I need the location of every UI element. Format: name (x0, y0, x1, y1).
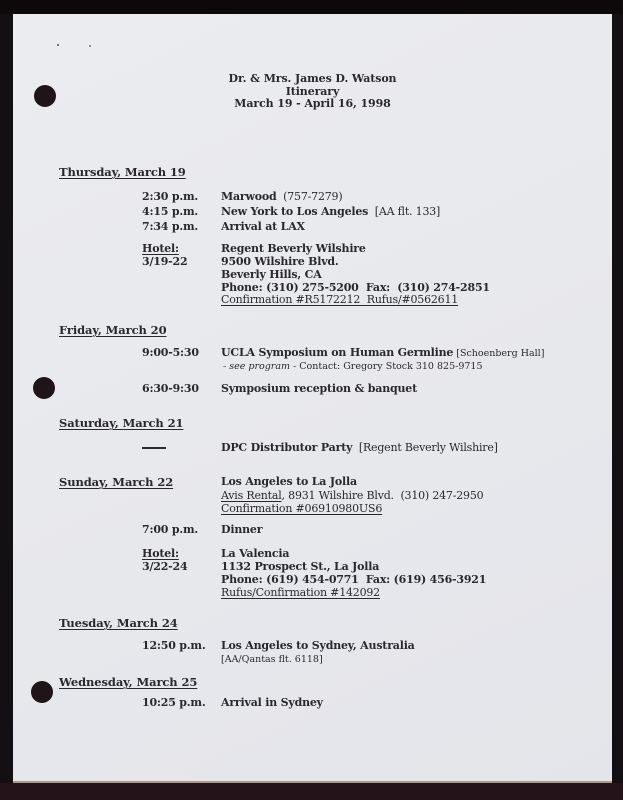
hotel-dates: 3/19-22 (142, 255, 188, 268)
event-time: 4:15 p.m. (142, 205, 199, 218)
event-time: 7:00 p.m. (142, 523, 199, 536)
event-description (221, 206, 440, 218)
hotel-phone-fax: Phone: (310) 275-5200 Fax: (310) 274-2851 (221, 281, 490, 294)
header-name: Dr. & Mrs. James D. Watson (228, 72, 397, 85)
flight-detail: [AA/Qantas flt. 6118] (221, 654, 323, 665)
day-header-wednesday: Wednesday, March 25 (59, 675, 198, 689)
itinerary-header (13, 73, 612, 111)
event-venue-text: [Regent Beverly Wilshire] (352, 441, 498, 454)
event-time: 12:50 p.m. (142, 639, 206, 652)
rental-address: , 8931 Wilshire Blvd. (310) 247-2950 (281, 489, 484, 502)
hotel-confirmation: Rufus/Confirmation #142092 (221, 586, 380, 599)
day-header-saturday: Saturday, March 21 (59, 416, 184, 430)
event-description (221, 191, 342, 203)
hotel-dates: 3/22-24 (142, 560, 188, 573)
event-note-italic: - see program - (223, 361, 297, 372)
paper-speck (89, 45, 91, 47)
event-extra-text: [AA flt. 133] (368, 205, 441, 218)
hotel-label: Hotel: (142, 547, 179, 560)
event-main-text: Marwood (221, 190, 277, 203)
rental-info (221, 490, 483, 502)
hotel-address-line1: 1132 Prospect St., La Jolla (221, 560, 380, 573)
day-header-thursday: Thursday, March 19 (59, 165, 186, 179)
itinerary-page (13, 14, 612, 783)
header-doc-type: Itinerary (285, 84, 340, 98)
hotel-address-line1: 9500 Wilshire Blvd. (221, 255, 339, 268)
event-description (221, 442, 498, 454)
travel-title: Los Angeles to La Jolla (221, 475, 357, 488)
rental-company: Avis Rental (221, 489, 282, 502)
event-time: 2:30 p.m. (142, 190, 199, 203)
event-description (221, 347, 544, 360)
background-top-band (0, 0, 623, 14)
event-time: 7:34 p.m. (142, 220, 199, 233)
time-placeholder-dash (142, 447, 166, 449)
event-main-text: DPC Distributor Party (221, 441, 353, 454)
event-extra-text: (757-7279) (276, 190, 343, 203)
day-header-tuesday: Tuesday, March 24 (59, 616, 178, 630)
event-description: Arrival at LAX (221, 220, 305, 233)
hotel-label: Hotel: (142, 242, 179, 255)
event-description: Symposium reception & banquet (221, 382, 417, 395)
event-description: Dinner (221, 523, 263, 536)
hotel-address-line2: Beverly Hills, CA (221, 268, 322, 281)
event-description: Arrival in Sydney (221, 696, 323, 709)
event-note (223, 361, 483, 373)
hotel-name: La Valencia (221, 547, 290, 560)
rental-confirmation: Confirmation #06910980US6 (221, 502, 383, 515)
event-time: 9:00-5:30 (142, 346, 199, 359)
day-header-friday: Friday, March 20 (59, 323, 167, 337)
event-time: 10:25 p.m. (142, 696, 206, 709)
hotel-name: Regent Beverly Wilshire (221, 242, 366, 255)
event-main-text: UCLA Symposium on Human Germline (221, 346, 454, 359)
event-note-contact: Contact: Gregory Stock 310 825-9715 (296, 361, 483, 372)
hotel-confirmation: Confirmation #R5172212 Rufus/#0562611 (221, 293, 459, 306)
event-description: Los Angeles to Sydney, Australia (221, 639, 415, 652)
event-venue-text: [Schoenberg Hall] (453, 348, 545, 359)
paper-speck (57, 44, 59, 46)
hole-punch (33, 377, 55, 399)
day-header-sunday: Sunday, March 22 (59, 475, 174, 489)
event-time: 6:30-9:30 (142, 382, 199, 395)
event-main-text: New York to Los Angeles (221, 205, 369, 218)
hotel-phone-fax: Phone: (619) 454-0771 Fax: (619) 456-3921 (221, 573, 487, 586)
header-date-range: March 19 - April 16, 1998 (234, 97, 391, 110)
background-bottom-band (0, 783, 623, 800)
hole-punch (31, 681, 53, 703)
